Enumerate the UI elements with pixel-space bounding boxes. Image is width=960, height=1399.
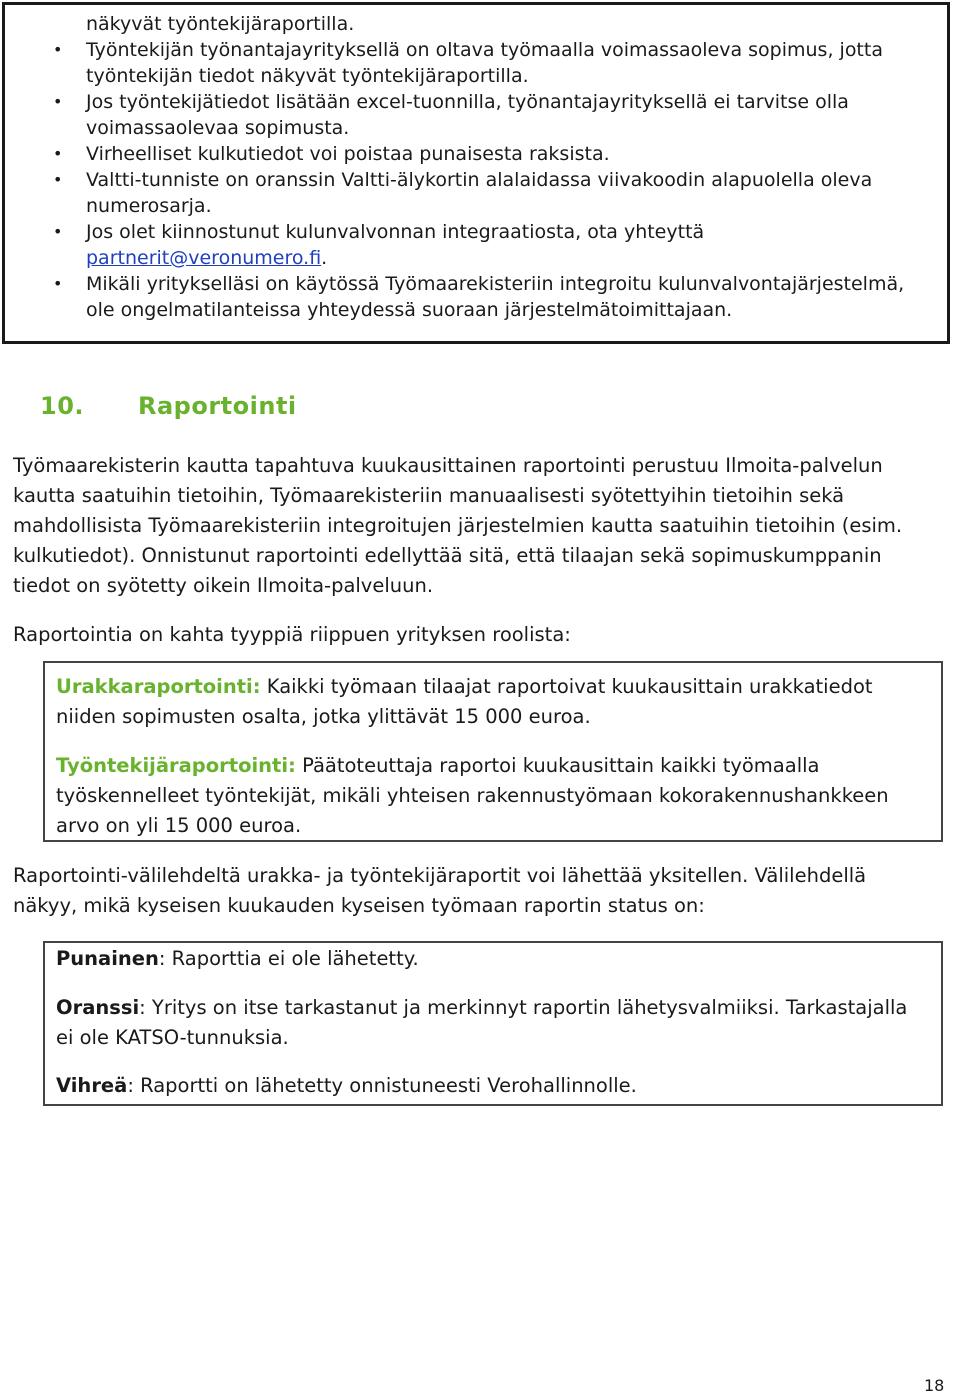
section-title: Raportointi: [138, 392, 297, 420]
page-number: 18: [924, 1376, 945, 1395]
bullet-icon: •: [53, 222, 63, 241]
types-intro-paragraph: Raportointia on kahta tyyppiä riippuen yrityksen roolista:: [13, 623, 571, 646]
bullet-icon: •: [53, 40, 63, 59]
bullet-icon: •: [53, 92, 63, 111]
list-item: • Jos työntekijätiedot lisätään excel-tuonnilla, työnantajayrityksellä ei tarvitse olla voimassaolevaa sopimusta.: [53, 91, 849, 139]
list-item: • Mikäli yritykselläsi on käytössä Työmaarekisteriin integroitu kulunvalvontajärjestelmä, ole ongelmatilanteissa yhteydessä suoraan järjestelmätoimittajaan.: [53, 273, 905, 321]
report-type-contract: Urakkaraportointi: Kaikki työmaan tilaajat raportoivat kuukausittain urakkatiedot niiden sopimusten osalta, jotka ylittävät 15 000 euroa.: [56, 675, 873, 728]
report-types-box: [43, 661, 943, 842]
bullet-icon: •: [53, 170, 63, 189]
email-link[interactable]: partnerit@veronumero.fi: [86, 247, 322, 269]
continued-text: näkyvät työntekijäraportilla.: [86, 13, 355, 35]
notes-list: [5, 37, 935, 323]
intro-paragraph: Työmaarekisterin kautta tapahtuva kuukausittainen raportointi perustuu Ilmoita-palvelun kautta saatuihin tietoihin, Työmaarekisteriin manuaalisesti syötettyihin tietoihin sekä mahdollisista Työmaarekisteriin integroitujen järjestelmien kautta saatuihin tietoihin (esim. kulkutiedot). Onnistunut raportointi edellyttää sitä, että tilaajan sekä sopimuskumppanin tiedot on syötetty oikein Ilmoita-palveluun.: [13, 454, 903, 597]
bullet-icon: •: [53, 144, 63, 163]
list-item: • Työntekijän työnantajayrityksellä on oltava työmaalla voimassaoleva sopimus, jotta työntekijän tiedot näkyvät työntekijäraportilla.: [53, 39, 883, 87]
list-item-contact: • Jos olet kiinnostunut kulunvalvonnan integraatiosta, ota yhteyttä partnerit@veronumero.fi.: [53, 221, 705, 269]
status-orange: Oranssi: Yritys on itse tarkastanut ja merkinnyt raportin lähetysvalmiiksi. Tarkastajalla ei ole KATSO-tunnuksia.: [56, 996, 908, 1049]
info-box: [2, 2, 950, 344]
section-heading: [40, 392, 297, 420]
status-red: Punainen: Raporttia ei ole lähetetty.: [56, 947, 419, 970]
status-box: [43, 941, 943, 1106]
report-type-employee: Työntekijäraportointi: Päätoteuttaja raportoi kuukausittain kaikki työmaalla työskennelleet työntekijät, mikäli yhteisen rakennustyömaan kokorakennushankkeen arvo on yli 15 000 euroa.: [56, 754, 889, 837]
list-item: • Virheelliset kulkutiedot voi poistaa punaisesta raksista.: [53, 143, 610, 165]
tab-info-paragraph: Raportointi-välilehdeltä urakka- ja työntekijäraportit voi lähettää yksitellen. Välilehdellä näkyy, mikä kyseisen kuukauden kyseisen työmaan raportin status on:: [13, 864, 867, 917]
list-item: • Valtti-tunniste on oranssin Valtti-älykortin alalaidassa viivakoodin alapuolella oleva numerosarja.: [53, 169, 873, 217]
section-number: 10.: [40, 392, 85, 420]
status-green: Vihreä: Raportti on lähetetty onnistuneesti Verohallinnolle.: [56, 1074, 637, 1097]
bullet-icon: •: [53, 274, 63, 293]
